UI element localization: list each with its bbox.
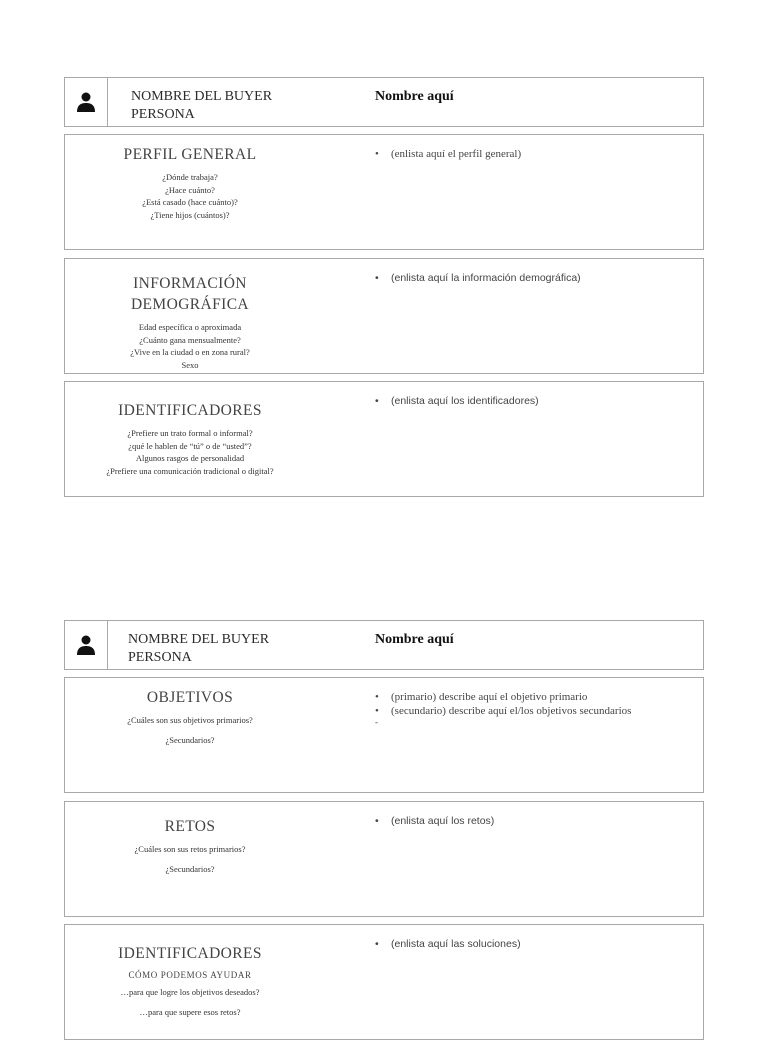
buyer-persona-label: NOMBRE DEL BUYER PERSONA [131,89,273,122]
bullet-item[interactable]: • (enlista aquí el perfil general) [375,147,695,161]
section-retos [64,801,704,917]
answer-area[interactable] [375,271,695,285]
person-icon [77,92,95,112]
question: ¿Hace cuánto? [165,184,215,195]
dash-item[interactable]: - [375,717,378,727]
question: ¿Tiene hijos (cuántos)? [150,209,230,220]
question: Edad específica o aproximada [138,322,242,332]
section-title-line1: INFORMACIÓN [133,275,247,292]
bullet-item[interactable]: • (secundario) describe aquí el/los objetivos secundarios [375,704,695,718]
question: ¿Secundarios? [165,863,215,874]
question: ¿Prefiere un trato formal o informal? [127,428,253,438]
answer-area[interactable] [375,147,695,161]
question: ¿qué le hablen de “tú” o de “usted”? [128,440,252,451]
answer-area[interactable] [375,937,695,951]
question-list [65,321,315,371]
answer-area[interactable] [375,814,695,828]
question: ¿Cuáles son sus retos primarios? [134,844,246,854]
section-objetivos [64,677,704,793]
section-title: PERFIL GENERAL [123,146,257,163]
section-soluciones [64,924,704,1040]
section-title-line2: DEMOGRÁFICA [130,296,250,313]
question: ¿Dónde trabaja? [162,172,218,182]
section-informacion-demografica [64,258,704,374]
buyer-persona-header-1 [64,77,704,127]
question: …para que logre los objetivos deseados? [120,987,260,997]
section-title: IDENTIFICADORES [118,402,262,419]
section-title: RETOS [164,818,216,835]
buyer-persona-name[interactable]: Nombre aquí [375,632,454,647]
bullet-item[interactable]: • (enlista aquí los retos) [375,814,695,828]
icon-cell [65,78,108,126]
buyer-persona-header-2 [64,620,704,670]
bullet-item[interactable]: • (enlista aquí las soluciones) [375,937,695,951]
section-identificadores [64,381,704,497]
section-perfil-general [64,134,704,250]
buyer-persona-label: NOMBRE DEL BUYER PERSONA [128,632,270,665]
question-list [65,714,315,746]
question: Algunos rasgos de personalidad [135,453,245,463]
question: ¿Cuáles son sus objetivos primarios? [127,715,253,725]
question: …para que supere esos retos? [139,1006,241,1017]
section-title: IDENTIFICADORES [118,945,262,962]
question-list [65,986,315,1018]
bullet-item[interactable]: • (primario) describe aquí el objetivo primario [375,690,695,704]
icon-cell [65,621,108,669]
question: Sexo [181,359,199,370]
answer-area[interactable] [375,394,695,408]
bullet-item[interactable]: • (enlista aquí la información demográfica) [375,271,695,285]
answer-area[interactable] [375,690,695,727]
buyer-persona-name[interactable]: Nombre aquí [375,89,454,104]
question: ¿Vive en la ciudad o en zona rural? [130,347,250,357]
question-list [65,843,315,875]
question-list [65,171,315,221]
question: ¿Cuánto gana mensualmente? [139,334,241,345]
bullet-item[interactable]: • (enlista aquí los identificadores) [375,394,695,408]
question: ¿Secundarios? [165,734,215,745]
question: ¿Está casado (hace cuánto)? [142,197,238,207]
person-icon [77,635,95,655]
section-subtitle: CÓMO PODEMOS AYUDAR [128,970,252,980]
section-title: OBJETIVOS [146,689,234,706]
question: ¿Prefiere una comunicación tradicional o digital? [106,465,274,476]
question-list [65,427,315,477]
